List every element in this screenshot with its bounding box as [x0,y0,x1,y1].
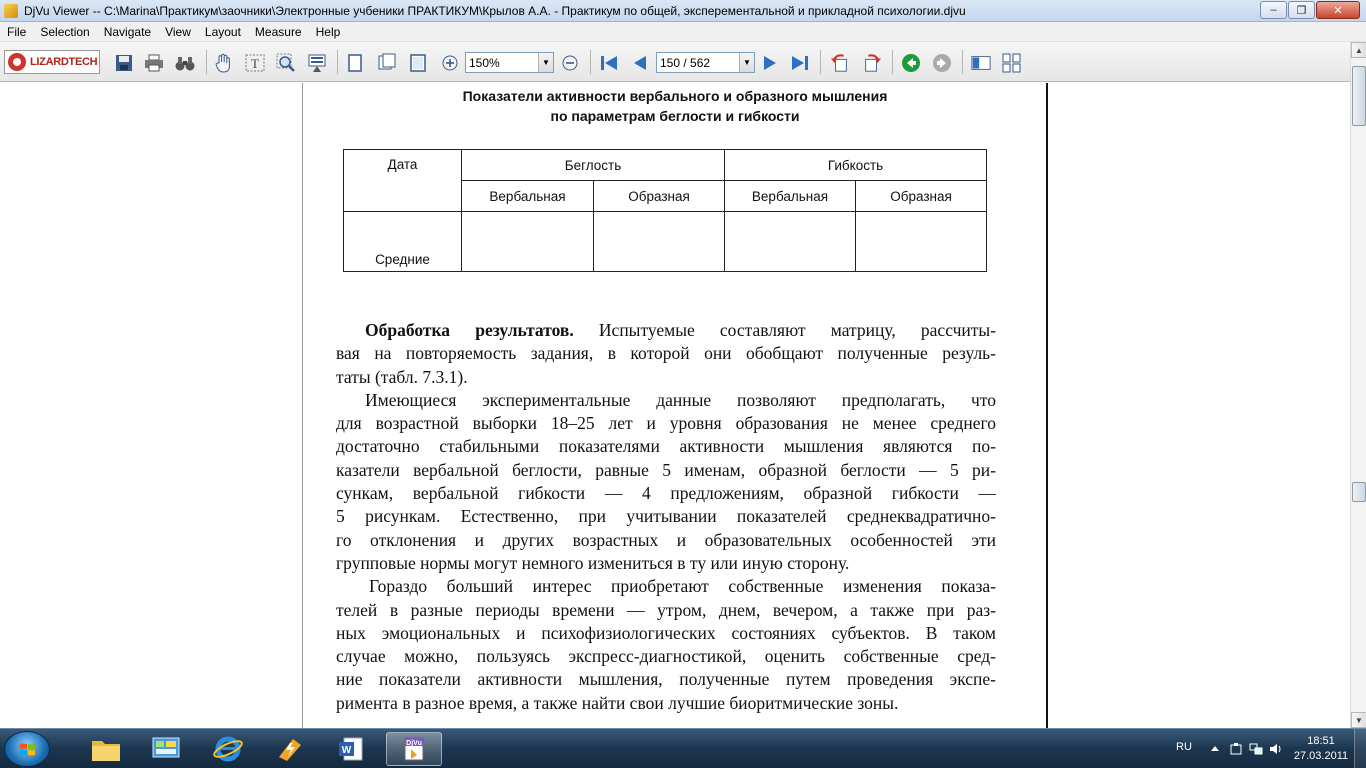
show-desktop-button[interactable] [1354,729,1366,768]
scroll-down-button[interactable] [1351,712,1366,728]
close-button[interactable] [1316,1,1360,19]
page-select[interactable] [656,52,755,73]
arrow-left-icon [631,54,649,72]
header-flexibility-figurative: Образная [856,181,987,212]
zoom-out-button[interactable] [560,53,580,73]
djvu-icon [399,735,429,763]
save-button[interactable] [114,53,134,73]
text-line: ние показатели активности мышления, полученные путем проведения экспе- [336,669,996,690]
save-icon [115,54,133,72]
document-view[interactable] [0,83,1350,728]
processing-heading: Обработка результатов. [365,320,574,340]
device-icon [1229,742,1243,756]
toolbar-separator [590,50,591,74]
menu-view[interactable]: View [165,24,191,39]
thumbnails-button[interactable] [1002,53,1022,73]
paragraph-experimental-data [336,389,996,575]
menu-measure[interactable]: Measure [254,24,302,39]
paragraph-interest [336,575,996,715]
scroll-down-arrow-icon: ▼ [1355,715,1363,725]
arrow-right-icon [761,54,779,72]
rotate-right-icon [862,52,882,74]
hand-icon [215,53,233,73]
minimize-button[interactable] [1260,1,1287,19]
row-averages: Средние [344,212,462,272]
toolbar-separator [892,50,893,74]
taskbar-control-panel[interactable] [138,732,194,766]
table-cell [462,212,594,272]
text-line: Имеющиеся экспериментальные данные позволяют предполагать, что [365,389,996,410]
text-line: Гораздо больший интерес приобретают собственные изменения показа- [369,576,996,597]
vertical-scrollbar[interactable] [1350,42,1366,728]
taskbar-djvu-viewer[interactable] [386,732,442,766]
text-line: достаточно стабильными показателями активности мышления являются по- [336,436,996,457]
printer-icon [144,54,164,72]
chevron-up-icon [1208,742,1222,756]
toolbar-separator [337,50,338,74]
rotate-right-button[interactable] [862,53,882,73]
lizardtech-logo[interactable] [4,50,100,74]
navigation-pane-icon [971,54,991,72]
find-button[interactable] [175,53,195,73]
back-button[interactable] [901,53,921,73]
maximize-button[interactable] [1288,1,1315,19]
taskbar-internet-explorer[interactable] [200,732,256,766]
last-page-icon [790,54,810,72]
menu-bar [0,22,1366,42]
header-fluency-figurative: Образная [594,181,725,212]
metrics-table [343,149,987,272]
svg-text:W: W [341,745,352,756]
single-page-button[interactable] [345,53,365,73]
text-line: римента в разное время, а также найти свои лучшие биоритмические зоны. [336,692,899,713]
page-indicator: 150 / 562 [660,55,711,70]
toolbar-separator [962,50,963,74]
header-date: Дата [344,150,462,212]
logo-text: LIZARDTECH [30,56,98,68]
first-page-button[interactable] [599,53,619,73]
table-cell [725,212,856,272]
text-line: 5 рисункам. Естественно, при учитывании показателей среднеквадратично- [336,506,996,527]
header-flexibility-verbal: Вербальная [725,181,856,212]
print-button[interactable] [144,53,164,73]
taskbar [0,728,1366,768]
svg-text:T: T [251,56,259,71]
menu-navigate[interactable]: Navigate [103,24,152,39]
fit-page-icon [409,53,427,73]
scroll-up-button[interactable] [1351,42,1366,58]
scroll-up-arrow-icon: ▲ [1355,45,1363,55]
text-line: го отклонения и других возрастных и образовательных особенностей эти [336,529,996,550]
single-page-icon [346,53,364,73]
svg-text:DjVu: DjVu [406,740,422,747]
forward-button[interactable] [932,53,952,73]
continuous-page-button[interactable] [377,53,397,73]
text-line: телей в разные периоды времени — утром, днем, вечером, а также при раз- [336,599,996,620]
magnifier-icon [276,53,296,73]
scroll-thumb[interactable] [1352,482,1366,502]
previous-page-button[interactable] [630,53,650,73]
title-bar [0,0,1366,22]
zoom-select[interactable] [465,52,554,73]
table-cell [594,212,725,272]
menu-selection[interactable]: Selection [40,24,90,39]
table-title-line-1: Показатели активности вербального и образного мышления [462,88,888,104]
taskbar-word[interactable] [323,732,379,766]
word-icon [336,735,366,763]
scroll-thumb-upper[interactable] [1352,66,1366,126]
internet-explorer-icon [213,735,243,763]
text-line: сункам, вербальной гибкости — 4 предложениям, образной гибкости — [336,483,996,504]
zoom-value: 150% [469,55,500,70]
rotate-left-button[interactable] [830,53,850,73]
tray-volume-icon[interactable] [1269,742,1283,756]
back-circle-icon [901,53,921,73]
text-select-icon [245,54,265,72]
page-dropdown-arrow-icon[interactable]: ▼ [739,53,754,72]
speaker-icon [1269,742,1283,756]
djvu-app-icon[interactable] [4,4,18,18]
header-fluency-verbal: Вербальная [462,181,594,212]
table-title-line-2: по параметрам беглости и гибкости [550,108,800,124]
folder-icon [90,735,122,763]
text-line: вая на повторяемость задания, в которой они обобщают полученные резуль- [336,343,996,364]
clock-time: 18:51 [1307,735,1335,747]
hand-tool-button[interactable] [214,53,234,73]
zoom-tool-button[interactable] [276,53,296,73]
tray-network-icon[interactable] [1249,742,1263,756]
text-line: групповые нормы могут немного измениться в ту или иную сторону. [336,552,850,573]
taskbar-app-lightning[interactable] [262,732,318,766]
control-panel-icon [151,735,181,763]
djvu-page [302,83,1048,728]
toolbar-separator [206,50,207,74]
fit-page-button[interactable] [408,53,428,73]
last-page-button[interactable] [790,53,810,73]
taskbar-explorer[interactable] [78,732,134,766]
show-hidden-icons-button[interactable] [1208,742,1222,756]
minimize-icon: – [1270,4,1277,16]
clock-date: 27.03.2011 [1293,750,1349,762]
restore-icon: ❐ [1296,4,1307,17]
next-page-button[interactable] [760,53,780,73]
text-select-button[interactable] [245,53,265,73]
lizardtech-logo-icon [8,53,26,71]
first-page-icon [599,54,619,72]
binoculars-icon [175,54,195,72]
region-select-icon [307,53,327,73]
tray-device-icon[interactable] [1229,742,1243,756]
network-icon [1249,742,1263,756]
toolbar-separator [820,50,821,74]
zoom-out-icon [561,54,579,72]
forward-circle-icon [932,53,952,73]
zoom-in-button[interactable] [440,53,460,73]
continuous-page-icon [377,53,397,73]
table-cell [856,212,987,272]
start-button[interactable] [4,731,50,767]
paragraph-processing [336,319,996,389]
thumbnails-icon [1002,53,1022,73]
language-indicator[interactable]: RU [1176,741,1192,753]
lightning-app-icon [275,735,305,763]
menu-layout[interactable]: Layout [204,24,241,39]
window-title: DjVu Viewer -- C:\Marina\Практикум\заочники\Электронные учбеники ПРАКТИКУМ\Крылов А.А. - Практикум по общей, эксперементальной и прикладной психологии.djvu [24,4,966,18]
zoom-in-icon [441,54,459,72]
windows-logo-icon [19,742,36,757]
window-controls [1259,1,1360,19]
region-select-button[interactable] [307,53,327,73]
text-line: случае можно, пользуясь экспресс-диагностикой, оценить собственные сред- [336,646,996,667]
text-line: казатели вербальной беглости, равные 5 именам, образной беглости — 5 ри- [336,459,996,480]
close-icon: ✕ [1333,4,1343,17]
zoom-dropdown-arrow-icon[interactable]: ▼ [538,53,553,72]
text-line: таты (табл. 7.3.1). [336,366,468,387]
system-clock[interactable] [1286,734,1356,764]
navigation-pane-button[interactable] [971,53,991,73]
rotate-left-icon [830,52,850,74]
header-flexibility: Гибкость [725,150,987,181]
text-line: для возрастной выборки 18–25 лет и уровня образования не менее среднего [336,413,996,434]
header-fluency: Беглость [462,150,725,181]
menu-file[interactable]: File [7,24,27,39]
menu-help[interactable]: Help [315,24,341,39]
toolbar [0,42,1366,82]
text-line: ных эмоциональных и психофизиологических состояниях субъектов. В таком [336,622,996,643]
text-line [336,319,996,342]
text-span: Испытуемые составляют матрицу, рассчиты- [573,320,997,340]
